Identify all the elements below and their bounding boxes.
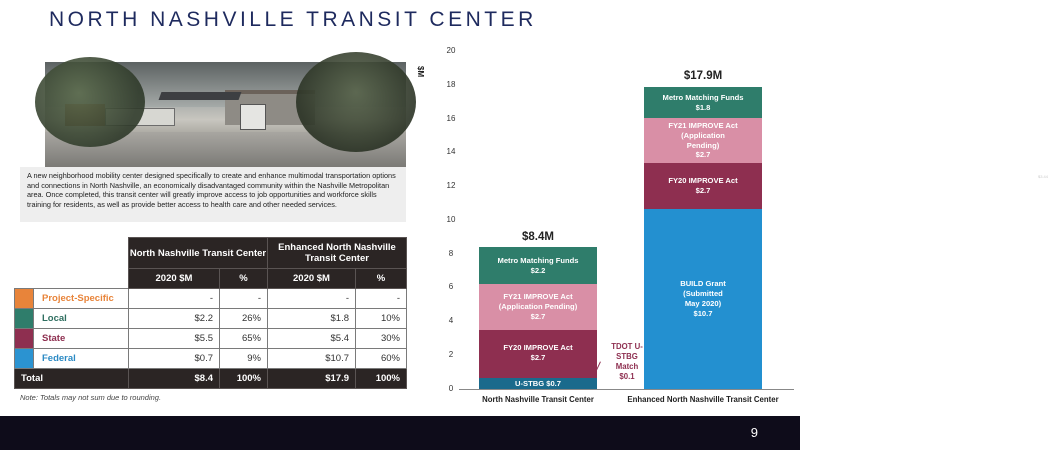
cell: $8.4	[129, 369, 220, 389]
y-tick: 16	[446, 114, 456, 123]
y-tick: 18	[446, 80, 456, 89]
cell: 60%	[356, 349, 407, 369]
row-label: Local	[34, 309, 129, 329]
footer-bar	[0, 416, 800, 450]
table-row	[15, 329, 407, 349]
cell: $17.9	[268, 369, 356, 389]
x-category-north-nashville: North Nashville Transit Center	[482, 395, 594, 404]
bar-enhanced	[644, 87, 762, 389]
segment-metro-matching: Metro Matching Funds $1.8	[644, 87, 762, 118]
row-label: State	[34, 329, 129, 349]
page-number: 9	[750, 425, 758, 440]
cell: 100%	[356, 369, 407, 389]
y-tick: 20	[446, 46, 456, 55]
faint-label: $3.44	[1038, 174, 1048, 179]
cell: $2.2	[129, 309, 220, 329]
y-tick: 10	[446, 215, 456, 224]
tdot-match-callout: TDOT U- STBG Match $0.1	[611, 342, 643, 381]
row-label: Federal	[34, 349, 129, 369]
table-row	[15, 349, 407, 369]
segment-build-grant: BUILD Grant (Submitted May 2020) $10.7	[644, 209, 762, 389]
y-tick: 4	[448, 316, 454, 325]
header-enhanced: Enhanced North Nashville Transit Center	[268, 238, 407, 269]
subheader-nn-pct: %	[220, 269, 268, 289]
cell: 100%	[220, 369, 268, 389]
segment-fy21-improve: FY21 IMPROVE Act (Application Pending) $2.7	[479, 284, 597, 330]
bar-total-enhanced: $17.9M	[683, 70, 723, 82]
cell: $5.4	[268, 329, 356, 349]
y-tick: 6	[448, 282, 454, 291]
bar-total-north-nashville: $8.4M	[522, 231, 554, 243]
y-axis-label: $M	[416, 66, 425, 78]
funding-table	[14, 237, 407, 389]
table-row	[15, 289, 407, 309]
funding-stacked-bar-chart	[415, 40, 1048, 416]
y-tick: 2	[448, 350, 454, 359]
y-tick: 12	[446, 181, 456, 190]
cell: -	[268, 289, 356, 309]
cell: -	[356, 289, 407, 309]
cell: $1.8	[268, 309, 356, 329]
cell: 10%	[356, 309, 407, 329]
y-tick: 0	[448, 384, 454, 393]
cell: $10.7	[268, 349, 356, 369]
x-axis-line	[459, 389, 794, 390]
subheader-enh-value: 2020 $M	[268, 269, 356, 289]
cell: 26%	[220, 309, 268, 329]
y-tick: 8	[448, 249, 454, 258]
y-tick: 14	[446, 147, 456, 156]
cell: $5.5	[129, 329, 220, 349]
color-swatch-federal	[15, 349, 34, 369]
table-row	[15, 309, 407, 329]
segment-u-stbg: U-STBG $0.7	[479, 378, 597, 389]
transit-center-rendering-image	[45, 62, 406, 167]
project-description: A new neighborhood mobility center designed specifically to create and enhance multimodal transportation options and connections in North Nashville, an economically disadvantaged community within the Nashville Metropolitan area. Once completed, this transit center will greatly improve access to job opportunities and workforce skills training for residents, as well as provide better access to health care and other needed services.	[20, 167, 406, 222]
cell: 9%	[220, 349, 268, 369]
cell: $0.7	[129, 349, 220, 369]
segment-fy20-improve: FY20 IMPROVE Act $2.7	[644, 163, 762, 209]
rounding-note: Note: Totals may not sum due to rounding.	[20, 393, 162, 402]
total-label: Total	[15, 369, 129, 389]
cell: 65%	[220, 329, 268, 349]
header-north-nashville: North Nashville Transit Center	[129, 238, 268, 269]
color-swatch-local	[15, 309, 34, 329]
page-title: NORTH NASHVILLE TRANSIT CENTER	[49, 8, 537, 31]
cell: -	[129, 289, 220, 309]
segment-metro-matching: Metro Matching Funds $2.2	[479, 247, 597, 284]
cell: -	[220, 289, 268, 309]
color-swatch-project-specific	[15, 289, 34, 309]
subheader-enh-pct: %	[356, 269, 407, 289]
row-label: Project-Specific	[34, 289, 129, 309]
cell: 30%	[356, 329, 407, 349]
segment-fy20-improve: FY20 IMPROVE Act $2.7	[479, 330, 597, 376]
color-swatch-state	[15, 329, 34, 349]
segment-fy21-improve: FY21 IMPROVE Act (Application Pending) $2.7	[644, 118, 762, 163]
bar-north-nashville	[479, 247, 597, 389]
table-corner	[15, 238, 129, 269]
subheader-nn-value: 2020 $M	[129, 269, 220, 289]
x-category-enhanced: Enhanced North Nashville Transit Center	[627, 395, 779, 404]
table-total-row	[15, 369, 407, 389]
